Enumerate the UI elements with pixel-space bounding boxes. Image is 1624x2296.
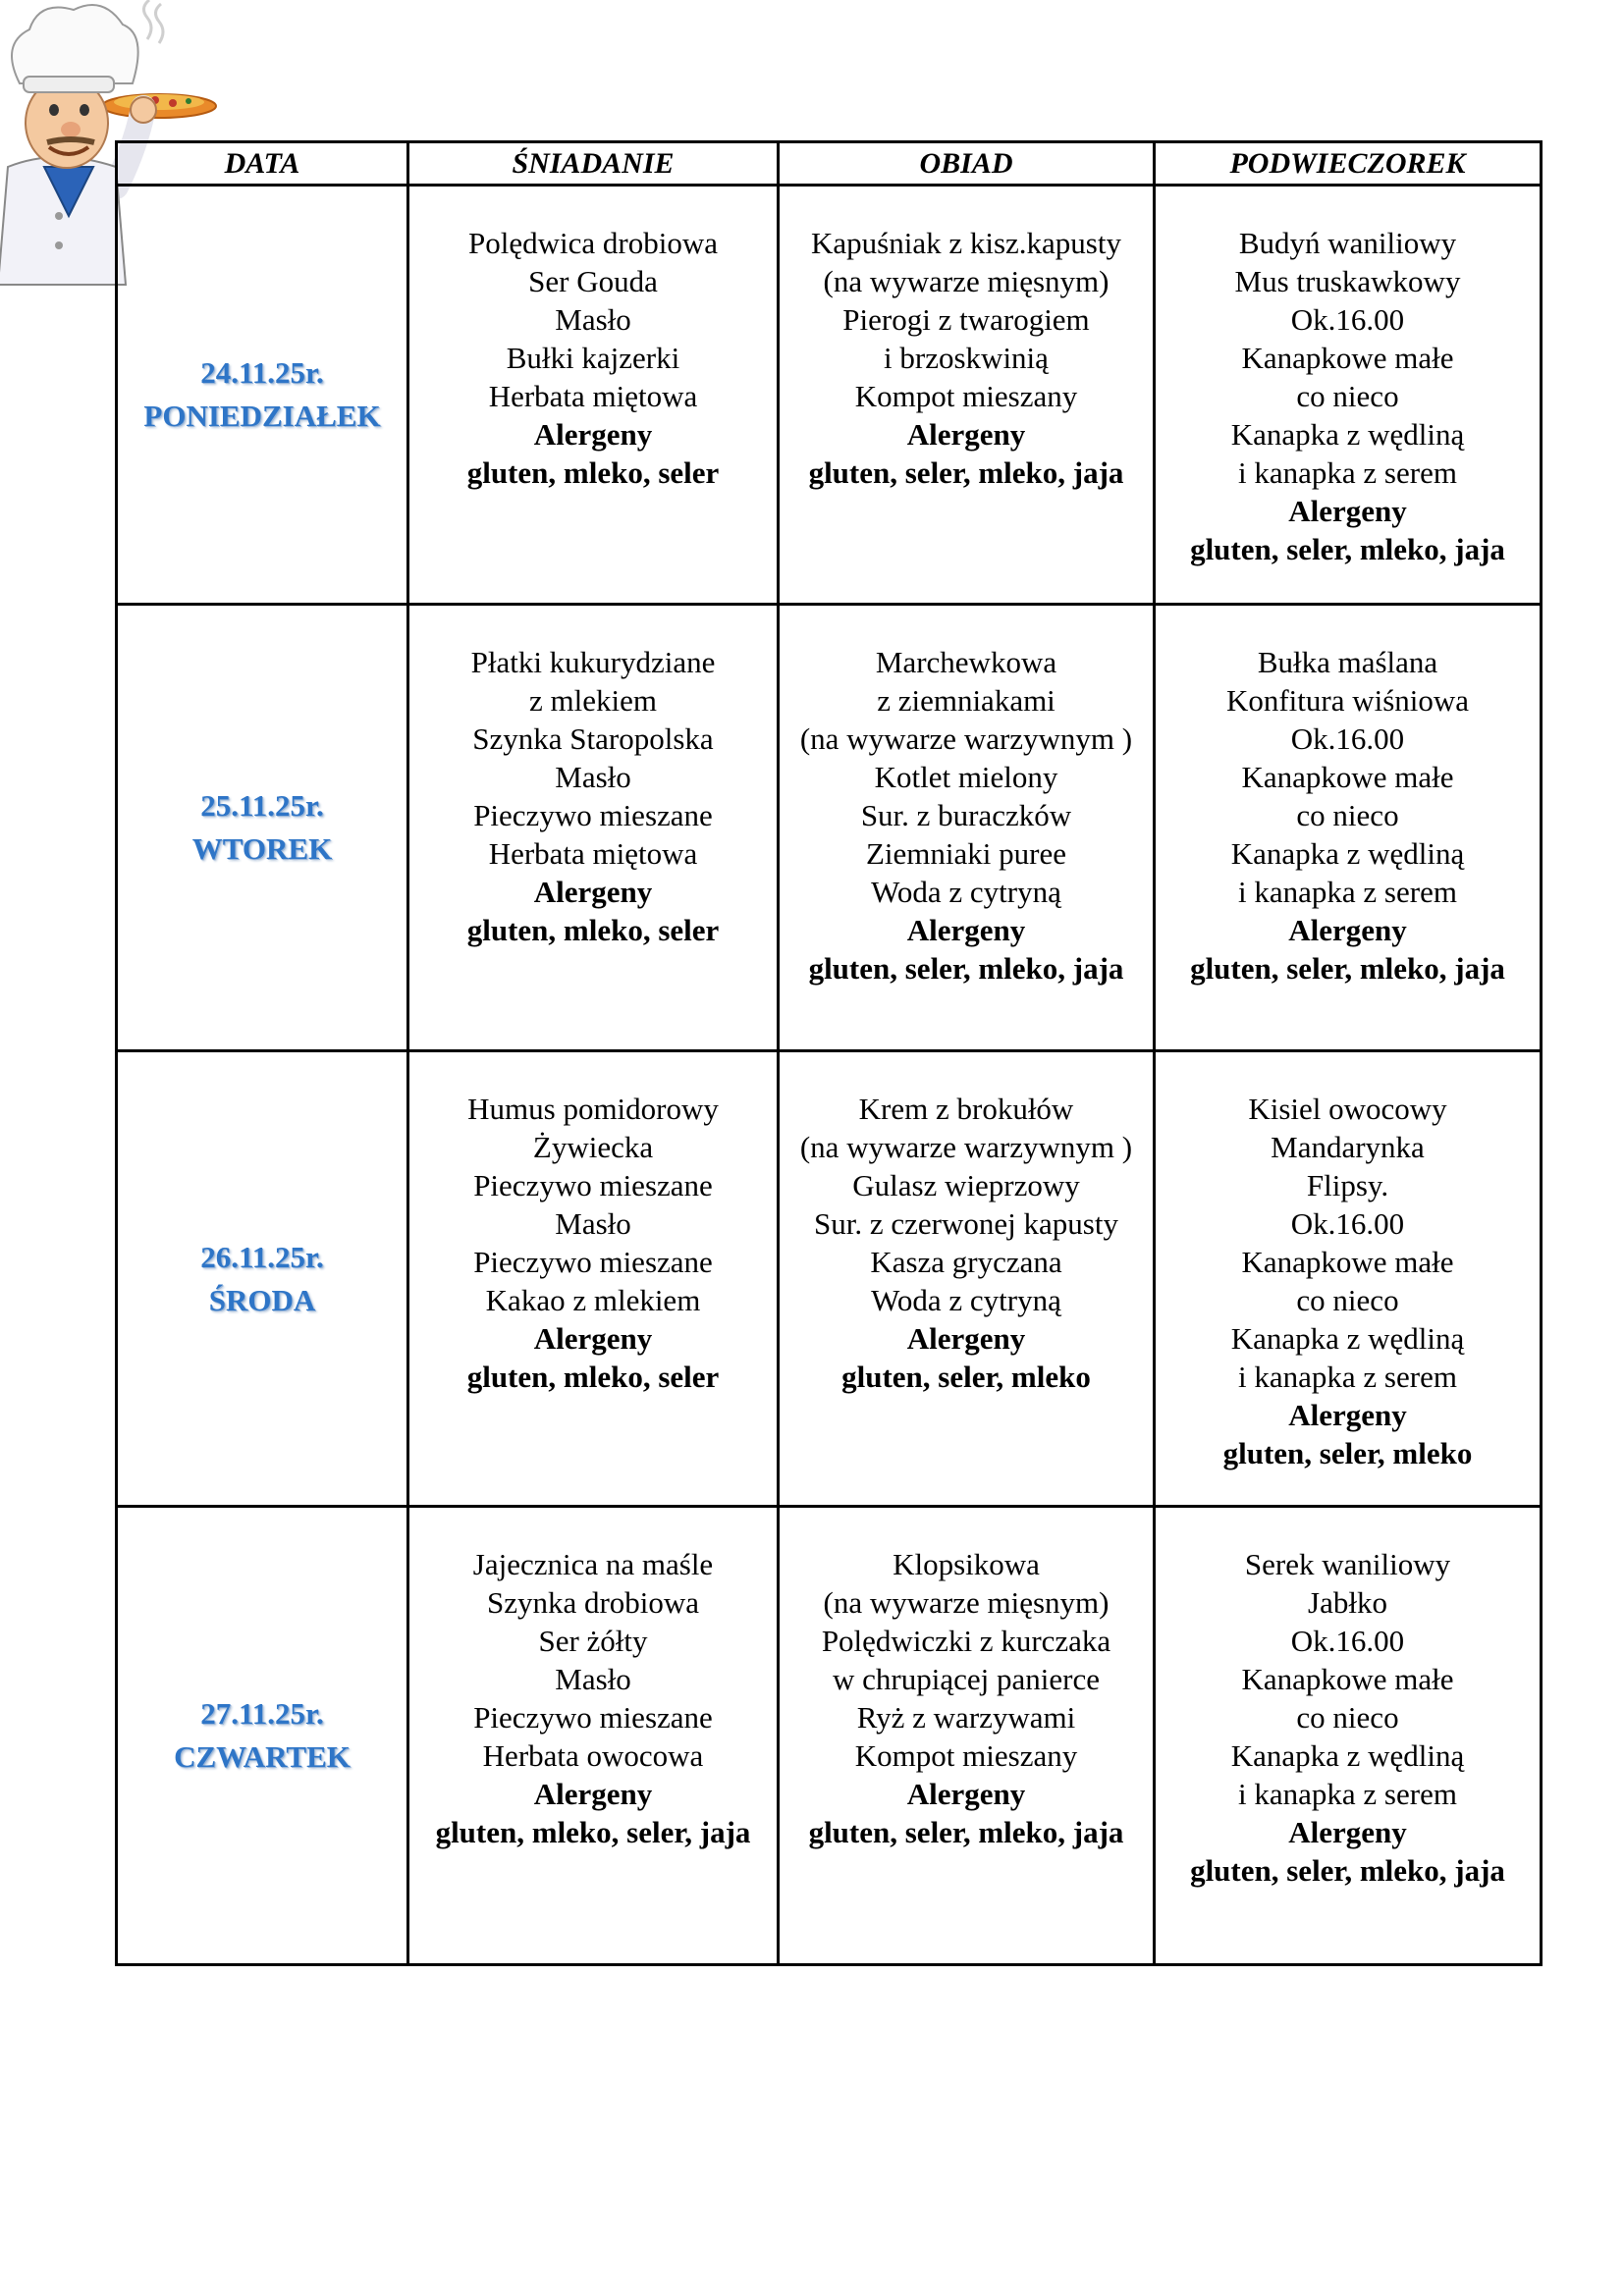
lunch-list bbox=[780, 606, 1153, 988]
menu-item: i kanapka z serem bbox=[1238, 1777, 1457, 1811]
menu-item: Ok.16.00 bbox=[1290, 1624, 1405, 1658]
snack-list bbox=[1156, 606, 1540, 988]
menu-item: Ziemniaki puree bbox=[866, 836, 1066, 871]
menu-item: Sur. z czerwonej kapusty bbox=[814, 1206, 1118, 1241]
menu-item: i kanapka z serem bbox=[1238, 1360, 1457, 1394]
weekday-label: PONIEDZIAŁEK bbox=[143, 399, 381, 433]
lunch-list bbox=[780, 1508, 1153, 1851]
menu-item: i brzoskwinią bbox=[884, 341, 1049, 375]
allergen-heading: Alergeny bbox=[906, 1321, 1026, 1356]
lunch-cell bbox=[779, 605, 1155, 1051]
menu-item: Herbata owocowa bbox=[482, 1738, 704, 1773]
menu-item: Ryż z warzywami bbox=[856, 1700, 1076, 1735]
lunch-list bbox=[780, 1052, 1153, 1396]
breakfast-cell bbox=[408, 605, 779, 1051]
menu-item: Kompot mieszany bbox=[854, 1738, 1078, 1773]
date-cell bbox=[117, 186, 408, 605]
date-cell bbox=[117, 605, 408, 1051]
menu-item: Kanapkowe małe bbox=[1241, 1662, 1454, 1696]
menu-item: Szynka drobiowa bbox=[486, 1585, 700, 1620]
snack-cell bbox=[1155, 605, 1542, 1051]
menu-item: Mandarynka bbox=[1271, 1130, 1425, 1164]
menu-item: Kakao z mlekiem bbox=[485, 1283, 701, 1317]
date-label: 25.11.25r. bbox=[200, 788, 324, 823]
menu-item: Mus truskawkowy bbox=[1234, 264, 1461, 298]
menu-item: Masło bbox=[555, 302, 631, 337]
menu-item: Pieczywo mieszane bbox=[473, 1168, 713, 1202]
weekday-label: CZWARTEK bbox=[174, 1739, 351, 1774]
menu-item: Budyń waniliowy bbox=[1238, 226, 1457, 260]
day-row bbox=[117, 1507, 1542, 1965]
breakfast-list bbox=[409, 606, 777, 949]
menu-item: Herbata miętowa bbox=[488, 379, 698, 413]
date-cell bbox=[117, 1507, 408, 1965]
menu-item: Żywiecka bbox=[532, 1130, 654, 1164]
menu-item: Kanapka z wędliną bbox=[1230, 1738, 1465, 1773]
allergen-list: gluten, seler, mleko, jaja bbox=[808, 455, 1124, 490]
menu-item: i kanapka z serem bbox=[1238, 455, 1457, 490]
menu-item: Serek waniliowy bbox=[1244, 1547, 1451, 1581]
menu-item: Gulasz wieprzowy bbox=[852, 1168, 1080, 1202]
allergen-list: gluten, mleko, seler bbox=[466, 913, 720, 947]
menu-item: co nieco bbox=[1296, 1700, 1399, 1735]
menu-item: Ser żółty bbox=[538, 1624, 648, 1658]
snack-list bbox=[1156, 187, 1540, 568]
allergen-heading: Alergeny bbox=[1288, 494, 1407, 528]
lunch-cell bbox=[779, 1051, 1155, 1507]
menu-item: Pierogi z twarogiem bbox=[842, 302, 1090, 337]
menu-item: Ok.16.00 bbox=[1290, 302, 1405, 337]
allergen-list: gluten, seler, mleko, jaja bbox=[808, 951, 1124, 986]
menu-item: co nieco bbox=[1296, 379, 1399, 413]
menu-item: Kanapka z wędliną bbox=[1230, 836, 1465, 871]
allergen-heading: Alergeny bbox=[1288, 1398, 1407, 1432]
menu-item: (na wywarze warzywnym ) bbox=[799, 1130, 1133, 1164]
snack-list bbox=[1156, 1508, 1540, 1890]
menu-item: Kompot mieszany bbox=[854, 379, 1078, 413]
allergen-heading: Alergeny bbox=[1288, 1815, 1407, 1849]
menu-item: Woda z cytryną bbox=[871, 875, 1061, 909]
menu-item: Krem z brokułów bbox=[858, 1092, 1074, 1126]
snack-cell bbox=[1155, 1051, 1542, 1507]
allergen-heading: Alergeny bbox=[533, 875, 653, 909]
menu-item: Polędwiczki z kurczaka bbox=[821, 1624, 1111, 1658]
weekday-label: ŚRODA bbox=[208, 1282, 316, 1317]
menu-item: Bułka maślana bbox=[1257, 645, 1438, 679]
date-label: 24.11.25r. bbox=[200, 355, 324, 390]
menu-item: Bułki kajzerki bbox=[506, 341, 680, 375]
breakfast-list bbox=[409, 1052, 777, 1396]
menu-item: (na wywarze mięsnym) bbox=[823, 264, 1110, 298]
menu-item: z mlekiem bbox=[529, 683, 657, 718]
allergen-heading: Alergeny bbox=[533, 1321, 653, 1356]
snack-list bbox=[1156, 1052, 1540, 1472]
header-breakfast: ŚNIADANIE bbox=[408, 142, 779, 186]
menu-item: (na wywarze mięsnym) bbox=[823, 1585, 1110, 1620]
day-row bbox=[117, 1051, 1542, 1507]
allergen-list: gluten, seler, mleko, jaja bbox=[1190, 951, 1505, 986]
menu-item: i kanapka z serem bbox=[1238, 875, 1457, 909]
allergen-list: gluten, mleko, seler, jaja bbox=[435, 1815, 751, 1849]
menu-item: z ziemniakami bbox=[877, 683, 1056, 718]
menu-item: (na wywarze warzywnym ) bbox=[799, 721, 1133, 756]
allergen-list: gluten, seler, mleko, jaja bbox=[808, 1815, 1124, 1849]
menu-item: Polędwica drobiowa bbox=[468, 226, 718, 260]
breakfast-cell bbox=[408, 186, 779, 605]
breakfast-list bbox=[409, 187, 777, 492]
header-date: DATA bbox=[117, 142, 408, 186]
lunch-cell bbox=[779, 186, 1155, 605]
snack-cell bbox=[1155, 1507, 1542, 1965]
day-row bbox=[117, 605, 1542, 1051]
menu-item: Kanapka z wędliną bbox=[1230, 1321, 1465, 1356]
allergen-list: gluten, seler, mleko, jaja bbox=[1190, 532, 1505, 566]
allergen-list: gluten, seler, mleko bbox=[1222, 1436, 1473, 1470]
date-label: 26.11.25r. bbox=[200, 1239, 324, 1274]
menu-item: Masło bbox=[555, 1206, 631, 1241]
menu-item: Woda z cytryną bbox=[871, 1283, 1061, 1317]
allergen-list: gluten, seler, mleko, jaja bbox=[1190, 1853, 1505, 1888]
menu-item: Pieczywo mieszane bbox=[473, 1700, 713, 1735]
allergen-heading: Alergeny bbox=[906, 417, 1026, 452]
allergen-heading: Alergeny bbox=[533, 417, 653, 452]
menu-item: Ok.16.00 bbox=[1290, 721, 1405, 756]
menu-item: Humus pomidorowy bbox=[467, 1092, 719, 1126]
menu-item: Ser Gouda bbox=[528, 264, 658, 298]
menu-item: Szynka Staropolska bbox=[472, 721, 714, 756]
allergen-heading: Alergeny bbox=[906, 913, 1026, 947]
menu-item: Masło bbox=[555, 760, 631, 794]
breakfast-list bbox=[409, 1508, 777, 1851]
snack-cell bbox=[1155, 186, 1542, 605]
menu-item: Flipsy. bbox=[1306, 1168, 1389, 1202]
menu-item: co nieco bbox=[1296, 798, 1399, 832]
date-label: 27.11.25r. bbox=[200, 1696, 324, 1731]
menu-item: Płatki kukurydziane bbox=[470, 645, 716, 679]
header-snack: PODWIECZOREK bbox=[1155, 142, 1542, 186]
menu-item: Klopsikowa bbox=[893, 1547, 1040, 1581]
lunch-cell bbox=[779, 1507, 1155, 1965]
menu-item: Kanapkowe małe bbox=[1241, 760, 1454, 794]
menu-item: w chrupiącej panierce bbox=[833, 1662, 1100, 1696]
menu-item: Sur. z buraczków bbox=[860, 798, 1072, 832]
menu-item: Kotlet mielony bbox=[874, 760, 1058, 794]
menu-item: Ok.16.00 bbox=[1290, 1206, 1405, 1241]
menu-item: Marchewkowa bbox=[875, 645, 1057, 679]
header-row bbox=[117, 142, 1542, 186]
menu-item: Herbata miętowa bbox=[488, 836, 698, 871]
lunch-list bbox=[780, 187, 1153, 492]
menu-table bbox=[115, 140, 1543, 1966]
day-row bbox=[117, 186, 1542, 605]
allergen-list: gluten, seler, mleko bbox=[841, 1360, 1091, 1394]
allergen-heading: Alergeny bbox=[906, 1777, 1026, 1811]
menu-item: Pieczywo mieszane bbox=[473, 1245, 713, 1279]
weekday-label: WTOREK bbox=[191, 831, 333, 866]
header-lunch: OBIAD bbox=[779, 142, 1155, 186]
menu-item: Kisiel owocowy bbox=[1248, 1092, 1447, 1126]
breakfast-cell bbox=[408, 1507, 779, 1965]
menu-item: co nieco bbox=[1296, 1283, 1399, 1317]
allergen-heading: Alergeny bbox=[533, 1777, 653, 1811]
menu-item: Pieczywo mieszane bbox=[473, 798, 713, 832]
allergen-list: gluten, mleko, seler bbox=[466, 455, 720, 490]
menu-item: Kanapkowe małe bbox=[1241, 1245, 1454, 1279]
menu-item: Kapuśniak z kisz.kapusty bbox=[811, 226, 1121, 260]
date-cell bbox=[117, 1051, 408, 1507]
menu-item: Kanapka z wędliną bbox=[1230, 417, 1465, 452]
menu-item: Konfitura wiśniowa bbox=[1225, 683, 1470, 718]
menu-item: Kanapkowe małe bbox=[1241, 341, 1454, 375]
menu-item: Masło bbox=[555, 1662, 631, 1696]
breakfast-cell bbox=[408, 1051, 779, 1507]
allergen-list: gluten, mleko, seler bbox=[466, 1360, 720, 1394]
menu-item: Kasza gryczana bbox=[870, 1245, 1062, 1279]
menu-item: Jabłko bbox=[1308, 1585, 1387, 1620]
menu-item: Jajecznica na maśle bbox=[472, 1547, 714, 1581]
allergen-heading: Alergeny bbox=[1288, 913, 1407, 947]
